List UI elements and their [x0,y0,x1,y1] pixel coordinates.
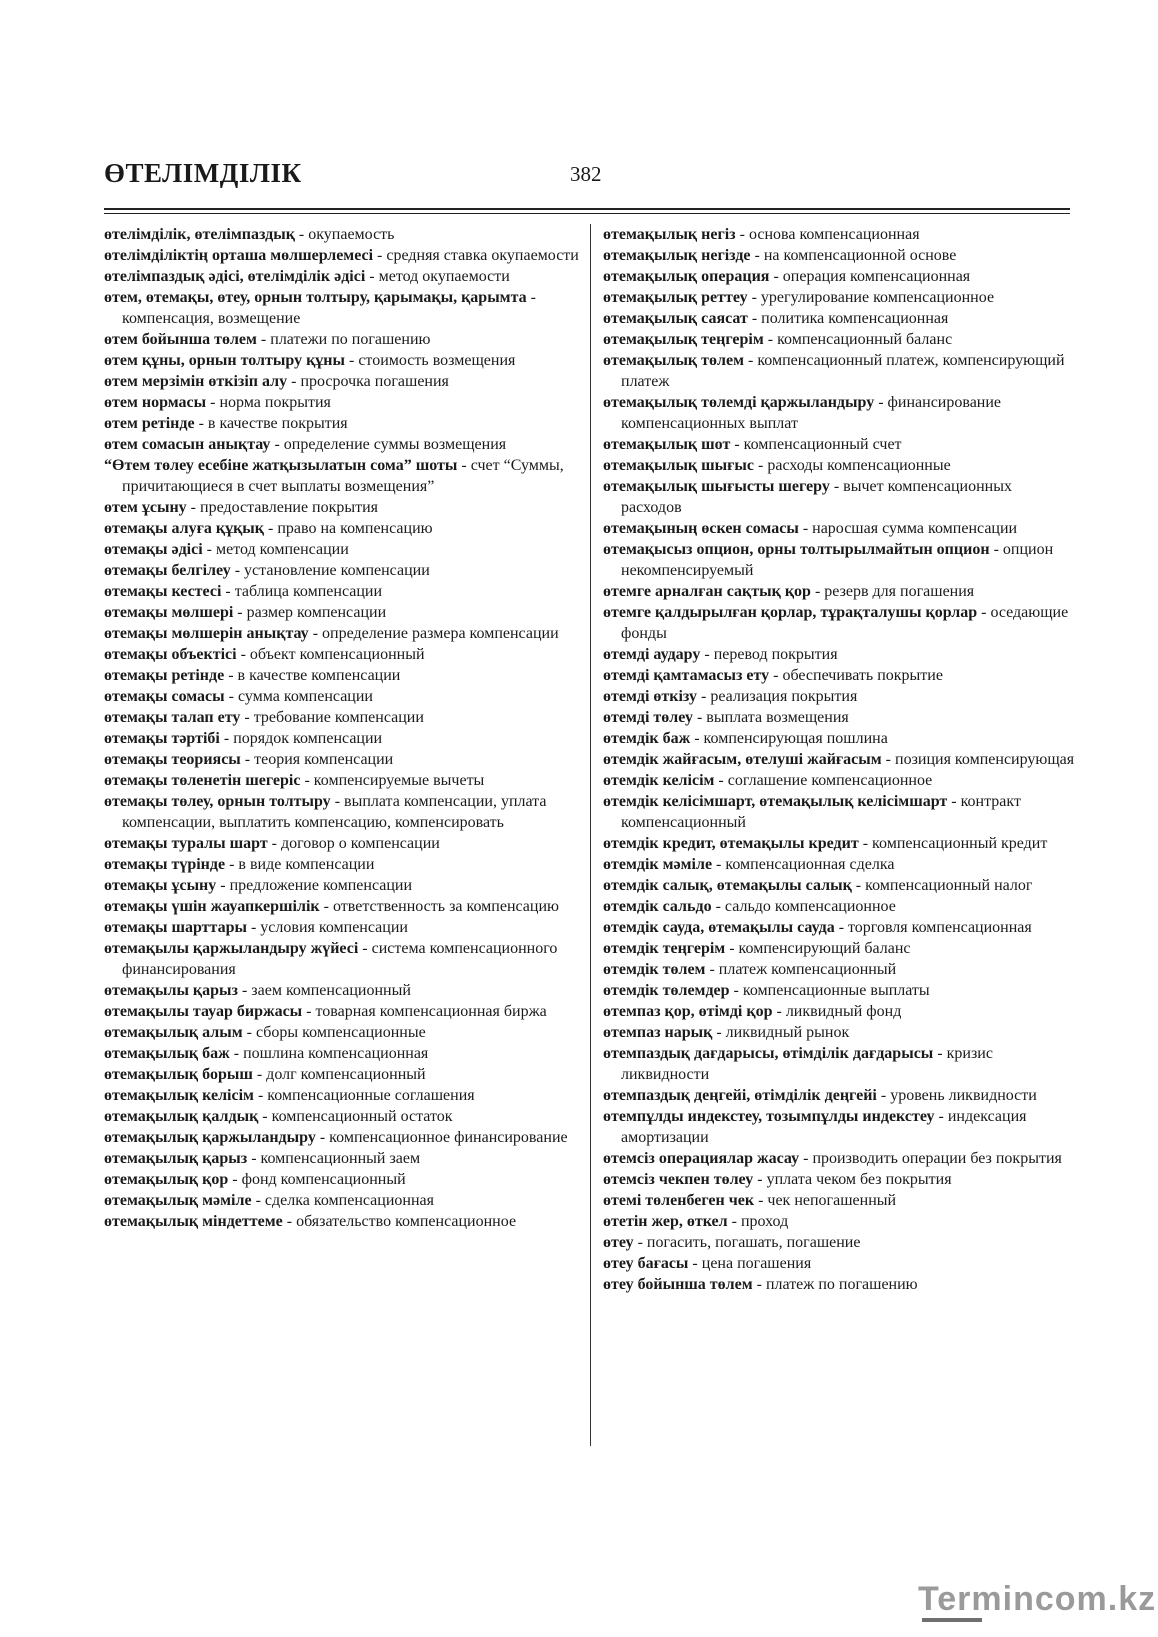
dictionary-entry [104,623,582,644]
entry-definition: - позиция компенсирующая [881,751,1075,768]
entry-term: өтемақы талап ету [104,709,241,726]
dictionary-entry [104,665,582,686]
entry-term: өтемақының өскен сомасы [603,520,799,537]
watermark-text: Termincom.kz [918,1580,1157,1618]
dictionary-entry [603,1274,1075,1295]
entry-definition: - заем компенсационный [237,982,411,999]
dictionary-entry [104,749,582,770]
entry-definition: - погасить, погашать, погашение [633,1234,861,1251]
entry-definition: - просрочка погашения [287,373,449,390]
dictionary-entry [104,245,582,266]
dictionary-entry [104,224,582,245]
entry-term: өтемақылық реттеу [603,289,748,306]
entry-definition: - компенсирующая пошлина [690,730,888,747]
left-column [104,224,582,1232]
dictionary-entry [603,1169,1075,1190]
entry-definition: - окупаемость [294,226,395,243]
dictionary-entry [603,287,1075,308]
dictionary-entry [104,1064,582,1085]
dictionary-entry [104,413,582,434]
entry-definition: - платежи по погашению [256,331,431,348]
entry-term: өтемақылық негіз [603,226,736,243]
dictionary-entry [603,707,1075,728]
page-number: 382 [570,162,602,186]
dictionary-entry [603,308,1075,329]
entry-definition: - компенсационный счет [730,436,902,453]
entry-term: өтемақысыз опцион, орны толтырылмайтын опцион [603,541,990,558]
entry-definition: - обязательство компенсационное [282,1213,517,1230]
dictionary-entry [603,581,1075,602]
entry-definition: - компенсационный налог [851,877,1033,894]
dictionary-entry [104,1211,582,1232]
entry-term: өтемдік баж [603,730,691,747]
dictionary-entry [104,329,582,350]
entry-term: өтемдік төлемдер [603,982,730,999]
entry-definition: - в виде компенсации [225,856,375,873]
dictionary-entry [603,686,1075,707]
entry-definition: - вычет компенсационных расходов [621,478,1012,516]
entry-definition: - наросшая сумма компенсации [798,520,1018,537]
dictionary-entry [603,1106,1075,1148]
dictionary-entry [603,917,1075,938]
dictionary-entry [104,266,582,287]
entry-definition: - чек непогашенный [754,1192,897,1209]
entry-term: өтеу бағасы [603,1255,689,1272]
dictionary-entry [104,1169,582,1190]
dictionary-entry [603,938,1075,959]
entry-definition: - контракт компенсационный [621,793,1021,831]
dictionary-entry [104,917,582,938]
entry-term: өтемақылық қор [104,1171,229,1188]
entry-term: өтемақылық негізде [603,247,751,264]
entry-definition: - пошлина компенсационная [229,1045,429,1062]
entry-term: өтемдік сауда, өтемақылы сауда [603,919,835,936]
dictionary-entry [603,266,1075,287]
dictionary-entry [603,1148,1075,1169]
entry-definition: - выплата возмещения [692,709,849,726]
entry-definition: - оседающие фонды [621,604,1069,642]
entry-definition: - средняя ставка окупаемости [373,247,579,264]
entry-term: өтемақылы қаржыландыру жүйесі [104,940,359,957]
dictionary-entry [104,1148,582,1169]
entry-definition: - компенсационный кредит [858,835,1048,852]
entry-term: өтемақылық операция [603,268,770,285]
dictionary-entry [603,350,1075,392]
entry-definition: - урегулирование компенсационное [747,289,995,306]
entry-definition: - сборы компенсационные [242,1024,426,1041]
dictionary-entry [603,1022,1075,1043]
entry-definition: - компенсационная сделка [712,856,895,873]
entry-term: өтемақылық қаржыландыру [104,1129,316,1146]
entry-term: өтемге арналған сақтық қор [603,583,811,600]
entry-term: өтемақы шарттары [104,919,247,936]
entry-term: өтемақы төлеу, орнын толтыру [104,793,331,810]
entry-term: өтемақылық қарыз [104,1150,248,1167]
entry-term: өтемақы ретінде [104,667,225,684]
dictionary-entry [603,1253,1075,1274]
entry-definition: - компенсационный баланс [763,331,953,348]
entry-term: өтемақылық теңгерім [603,331,764,348]
column-divider [590,224,591,1446]
entry-definition: - соглашение компенсационное [714,772,933,789]
dictionary-entry [104,728,582,749]
entry-term: өтем мерзімін өткізіп алу [104,373,288,390]
entry-term: өтемдік мәміле [603,856,713,873]
entry-term: өтелімділік, өтелімпаздық [104,226,295,243]
entry-definition: - опцион некомпенсируемый [621,541,1054,579]
entry-definition: - цена погашения [688,1255,812,1272]
entry-definition: - политика компенсационная [747,310,949,327]
entry-term: өтемге қалдырылған қорлар, тұрақталушы қорлар [603,604,978,621]
entry-term: өтемақы объектісі [104,646,237,663]
entry-definition: - проход [727,1213,789,1230]
entry-definition: - выплата компенсации, уплата компенсации, выплатить компенсацию, компенсировать [122,793,547,831]
dictionary-entry [603,602,1075,644]
entry-term: өтемдік жайғасым, өтелуші жайғасым [603,751,882,768]
watermark-underline [922,1618,982,1622]
dictionary-entry [104,1106,582,1127]
page-header [104,158,1070,206]
entry-term: өтемпаз қор, өтімді қор [603,1003,773,1020]
entry-term: өтемақы тәртібі [104,730,220,747]
entry-definition: - компенсация, возмещение [122,289,536,327]
dictionary-entry [104,1022,582,1043]
dictionary-entry [104,455,582,497]
dictionary-entry [104,602,582,623]
entry-definition: - норма покрытия [206,394,331,411]
dictionary-entry [603,644,1075,665]
entry-definition: - реализация покрытия [697,688,858,705]
entry-definition: - компенсационное финансирование [315,1129,568,1146]
entry-definition: - сделка компенсационная [251,1192,434,1209]
dictionary-entry [603,749,1075,770]
dictionary-entry [104,350,582,371]
entry-term: өтемсіз операциялар жасау [603,1150,800,1167]
entry-term: өтемақылық міндеттеме [104,1213,283,1230]
entry-definition: - компенсационный платеж, компенсирующий платеж [621,352,1065,390]
entry-definition: - размер компенсации [233,604,387,621]
entry-definition: - ответственность за компенсацию [319,898,559,915]
dictionary-entry [603,980,1075,1001]
entry-term: өтемақы ұсыну [104,877,217,894]
dictionary-entry [104,644,582,665]
entry-definition: - объект компенсационный [236,646,425,663]
entry-term: өтелімпаздық әдісі, өтелімділік әдісі [104,268,366,285]
header-rule-thick [104,208,1070,210]
entry-definition: - обеспечивать покрытие [769,667,943,684]
entry-term: өтемақы туралы шарт [104,835,268,852]
entry-term: өтемақылық баж [104,1045,230,1062]
entry-definition: - фонд компенсационный [228,1171,406,1188]
entry-term: өтемақылы тауар биржасы [104,1003,303,1020]
entry-term: өтем нормасы [104,394,207,411]
entry-term: өтем сомасын анықтау [104,436,271,453]
entry-term: өтемдік келісімшарт, өтемақылық келісімшарт [603,793,948,810]
entry-definition: - резерв для погашения [810,583,975,600]
dictionary-entry [603,875,1075,896]
entry-definition: - производить операции без покрытия [799,1150,1062,1167]
entry-term: өтетін жер, өткел [603,1213,728,1230]
entry-definition: - долг компенсационный [252,1066,426,1083]
entry-term: өтемақы алуға құқық [104,520,264,537]
entry-term: өтемі төленбеген чек [603,1192,755,1209]
entry-definition: - торговля компенсационная [834,919,1032,936]
entry-term: өтемдік сальдо [603,898,712,915]
dictionary-entry [603,770,1075,791]
entry-term: өтемпаздық дағдарысы, өтімділік дағдарысы [603,1045,934,1062]
entry-term: өтем құны, орнын толтыру құны [104,352,345,369]
entry-term: өтем бойынша төлем [104,331,257,348]
dictionary-entry [603,1211,1075,1232]
entry-term: өтеу [603,1234,634,1251]
entry-definition: - уплата чеком без покрытия [753,1171,952,1188]
dictionary-entry [104,938,582,980]
dictionary-entry [603,854,1075,875]
dictionary-entry [104,434,582,455]
entry-definition: - компенсационный остаток [258,1108,453,1125]
entry-definition: - компенсирующий баланс [725,940,911,957]
dictionary-entry [603,329,1075,350]
entry-definition: - операция компенсационная [769,268,971,285]
entry-term: өтемақы кестесі [104,583,222,600]
entry-definition: - сальдо компенсационное [711,898,896,915]
entry-term: өтемақы әдісі [104,541,203,558]
entry-definition: - таблица компенсации [221,583,383,600]
dictionary-entry [603,1001,1075,1022]
entry-definition: - компенсационный заем [247,1150,421,1167]
entry-definition: - уровень ликвидности [876,1087,1037,1104]
entry-definition: - система компенсационного финансирования [122,940,558,978]
entry-definition: - расходы компенсационные [754,457,951,474]
entry-term: өтемақылық саясат [603,310,748,327]
dictionary-entry [603,434,1075,455]
entry-term: өтемақылық мәміле [104,1192,252,1209]
entry-term: өтем, өтемақы, өтеу, орнын толтыру, қарымақы, қарымта [104,289,527,306]
dictionary-entry [603,1043,1075,1085]
entry-term: өтем ұсыну [104,499,187,516]
dictionary-entry [603,476,1075,518]
dictionary-entry [603,1232,1075,1253]
dictionary-entry [603,959,1075,980]
entry-term: өтемақылық шығыс [603,457,755,474]
dictionary-entry [104,1043,582,1064]
dictionary-entry [104,1190,582,1211]
entry-term: өтемпаздық деңгейі, өтімділік деңгейі [603,1087,877,1104]
dictionary-entry [603,1085,1075,1106]
dictionary-entry [104,1127,582,1148]
entry-term: өтемақы теориясы [104,751,241,768]
entry-term: өтемақы сомасы [104,688,225,705]
entry-term: өтемпұлды индекстеу, тозымпұлды индекстеу [603,1108,935,1125]
entry-definition: - стоимость возмещения [345,352,516,369]
page-title: ӨТЕЛІМДІЛІК [104,158,302,188]
header-rule-thin [104,213,1070,214]
entry-definition: - сумма компенсации [224,688,373,705]
entry-definition: - ликвидный рынок [712,1024,850,1041]
entry-definition: - определение суммы возмещения [270,436,507,453]
dictionary-entry [104,392,582,413]
entry-definition: - теория компенсации [240,751,394,768]
entry-term: өтемді аудару [603,646,701,663]
dictionary-entry [104,686,582,707]
entry-term: өтемақылық қалдық [104,1108,259,1125]
entry-definition: - право на компенсацию [264,520,433,537]
entry-term: өтемақы үшін жауапкершілік [104,898,320,915]
entry-term: өтемақылық келісім [104,1087,254,1104]
entry-term: өтемақы төленетін шегеріс [104,772,301,789]
dictionary-entry [603,728,1075,749]
entry-term: өтемақылық төлемді қаржыландыру [603,394,875,411]
entry-term: өтемақы мөлшерін анықтау [104,625,309,642]
entry-definition: - платеж по погашению [752,1276,918,1293]
dictionary-entry [603,224,1075,245]
entry-term: өтемақылық борыш [104,1066,253,1083]
entry-definition: - кризис ликвидности [621,1045,993,1083]
entry-term: өтемді төлеу [603,709,693,726]
entry-term: өтемді қамтамасыз ету [603,667,770,684]
entry-definition: - предоставление покрытия [186,499,379,516]
entry-definition: - в качестве компенсации [224,667,401,684]
dictionary-entry [603,539,1075,581]
dictionary-entry [104,791,582,833]
entry-definition: - счет “Суммы, причитающиеся в счет выплаты возмещения” [122,457,564,495]
entry-definition: - установление компенсации [230,562,430,579]
entry-term: өтелімділіктің орташа мөлшерлемесі [104,247,374,264]
dictionary-entry [104,980,582,1001]
dictionary-entry [603,791,1075,833]
entry-term: өтем ретінде [104,415,195,432]
entry-definition: - предложение компенсации [216,877,413,894]
entry-definition: - компенсационные выплаты [729,982,930,999]
entry-term: өтемақылық шығысты шегеру [603,478,830,495]
entry-definition: - платеж компенсационный [705,961,897,978]
entry-term: өтемсіз чекпен төлеу [603,1171,754,1188]
entry-definition: - основа компенсационная [735,226,920,243]
dictionary-entry [603,665,1075,686]
dictionary-entry [104,875,582,896]
entry-definition: - компенсируемые вычеты [300,772,485,789]
dictionary-entry [104,539,582,560]
entry-definition: - ликвидный фонд [772,1003,902,1020]
entry-definition: - перевод покрытия [700,646,838,663]
right-column [603,224,1075,1295]
entry-definition: - метод компенсации [202,541,349,558]
dictionary-entry [603,245,1075,266]
entry-definition: - условия компенсации [246,919,408,936]
dictionary-entry [104,497,582,518]
entry-term: “Өтем төлеу есебіне жатқызылатын сома” шоты [104,457,458,474]
dictionary-entry [104,1001,582,1022]
entry-definition: - порядок компенсации [219,730,383,747]
dictionary-entry [104,854,582,875]
dictionary-entry [104,371,582,392]
entry-definition: - требование компенсации [240,709,424,726]
site-watermark [918,1580,1157,1624]
entry-term: өтемдік теңгерім [603,940,726,957]
entry-definition: - индексация амортизации [621,1108,1027,1146]
entry-definition: - товарная компенсационная биржа [302,1003,547,1020]
entry-term: өтемақы белгілеу [104,562,231,579]
dictionary-entry [104,833,582,854]
entry-term: өтемақылық төлем [603,352,744,369]
dictionary-entry [104,707,582,728]
dictionary-entry [603,518,1075,539]
dictionary-entry [104,287,582,329]
entry-term: өтемақылық шот [603,436,731,453]
dictionary-entry [104,560,582,581]
entry-term: өтемақы мөлшері [104,604,234,621]
entry-definition: - метод окупаемости [365,268,510,285]
entry-term: өтемдік кредит, өтемақылы кредит [603,835,859,852]
dictionary-entry [603,455,1075,476]
dictionary-entry [603,896,1075,917]
dictionary-entry [104,518,582,539]
dictionary-entry [603,392,1075,434]
dictionary-entry [603,1190,1075,1211]
entry-definition: - определение размера компенсации [308,625,559,642]
entry-definition: - финансирование компенсационных выплат [621,394,1002,432]
entry-definition: - компенсационные соглашения [253,1087,475,1104]
entry-term: өтемдік салық, өтемақылы салық [603,877,852,894]
entry-definition: - в качестве покрытия [194,415,348,432]
entry-term: өтемақылы қарыз [104,982,238,999]
entry-definition: - договор о компенсации [267,835,440,852]
dictionary-entry [104,581,582,602]
dictionary-entry [603,833,1075,854]
entry-term: өтемдік келісім [603,772,715,789]
entry-term: өтемақы түрінде [104,856,226,873]
entry-term: өтемді өткізу [603,688,698,705]
dictionary-entry [104,1085,582,1106]
dictionary-entry [104,770,582,791]
entry-definition: - на компенсационной основе [750,247,957,264]
dictionary-entry [104,896,582,917]
entry-term: өтемақылық алым [104,1024,243,1041]
entry-term: өтемдік төлем [603,961,706,978]
entry-term: өтеу бойынша төлем [603,1276,753,1293]
entry-term: өтемпаз нарық [603,1024,713,1041]
